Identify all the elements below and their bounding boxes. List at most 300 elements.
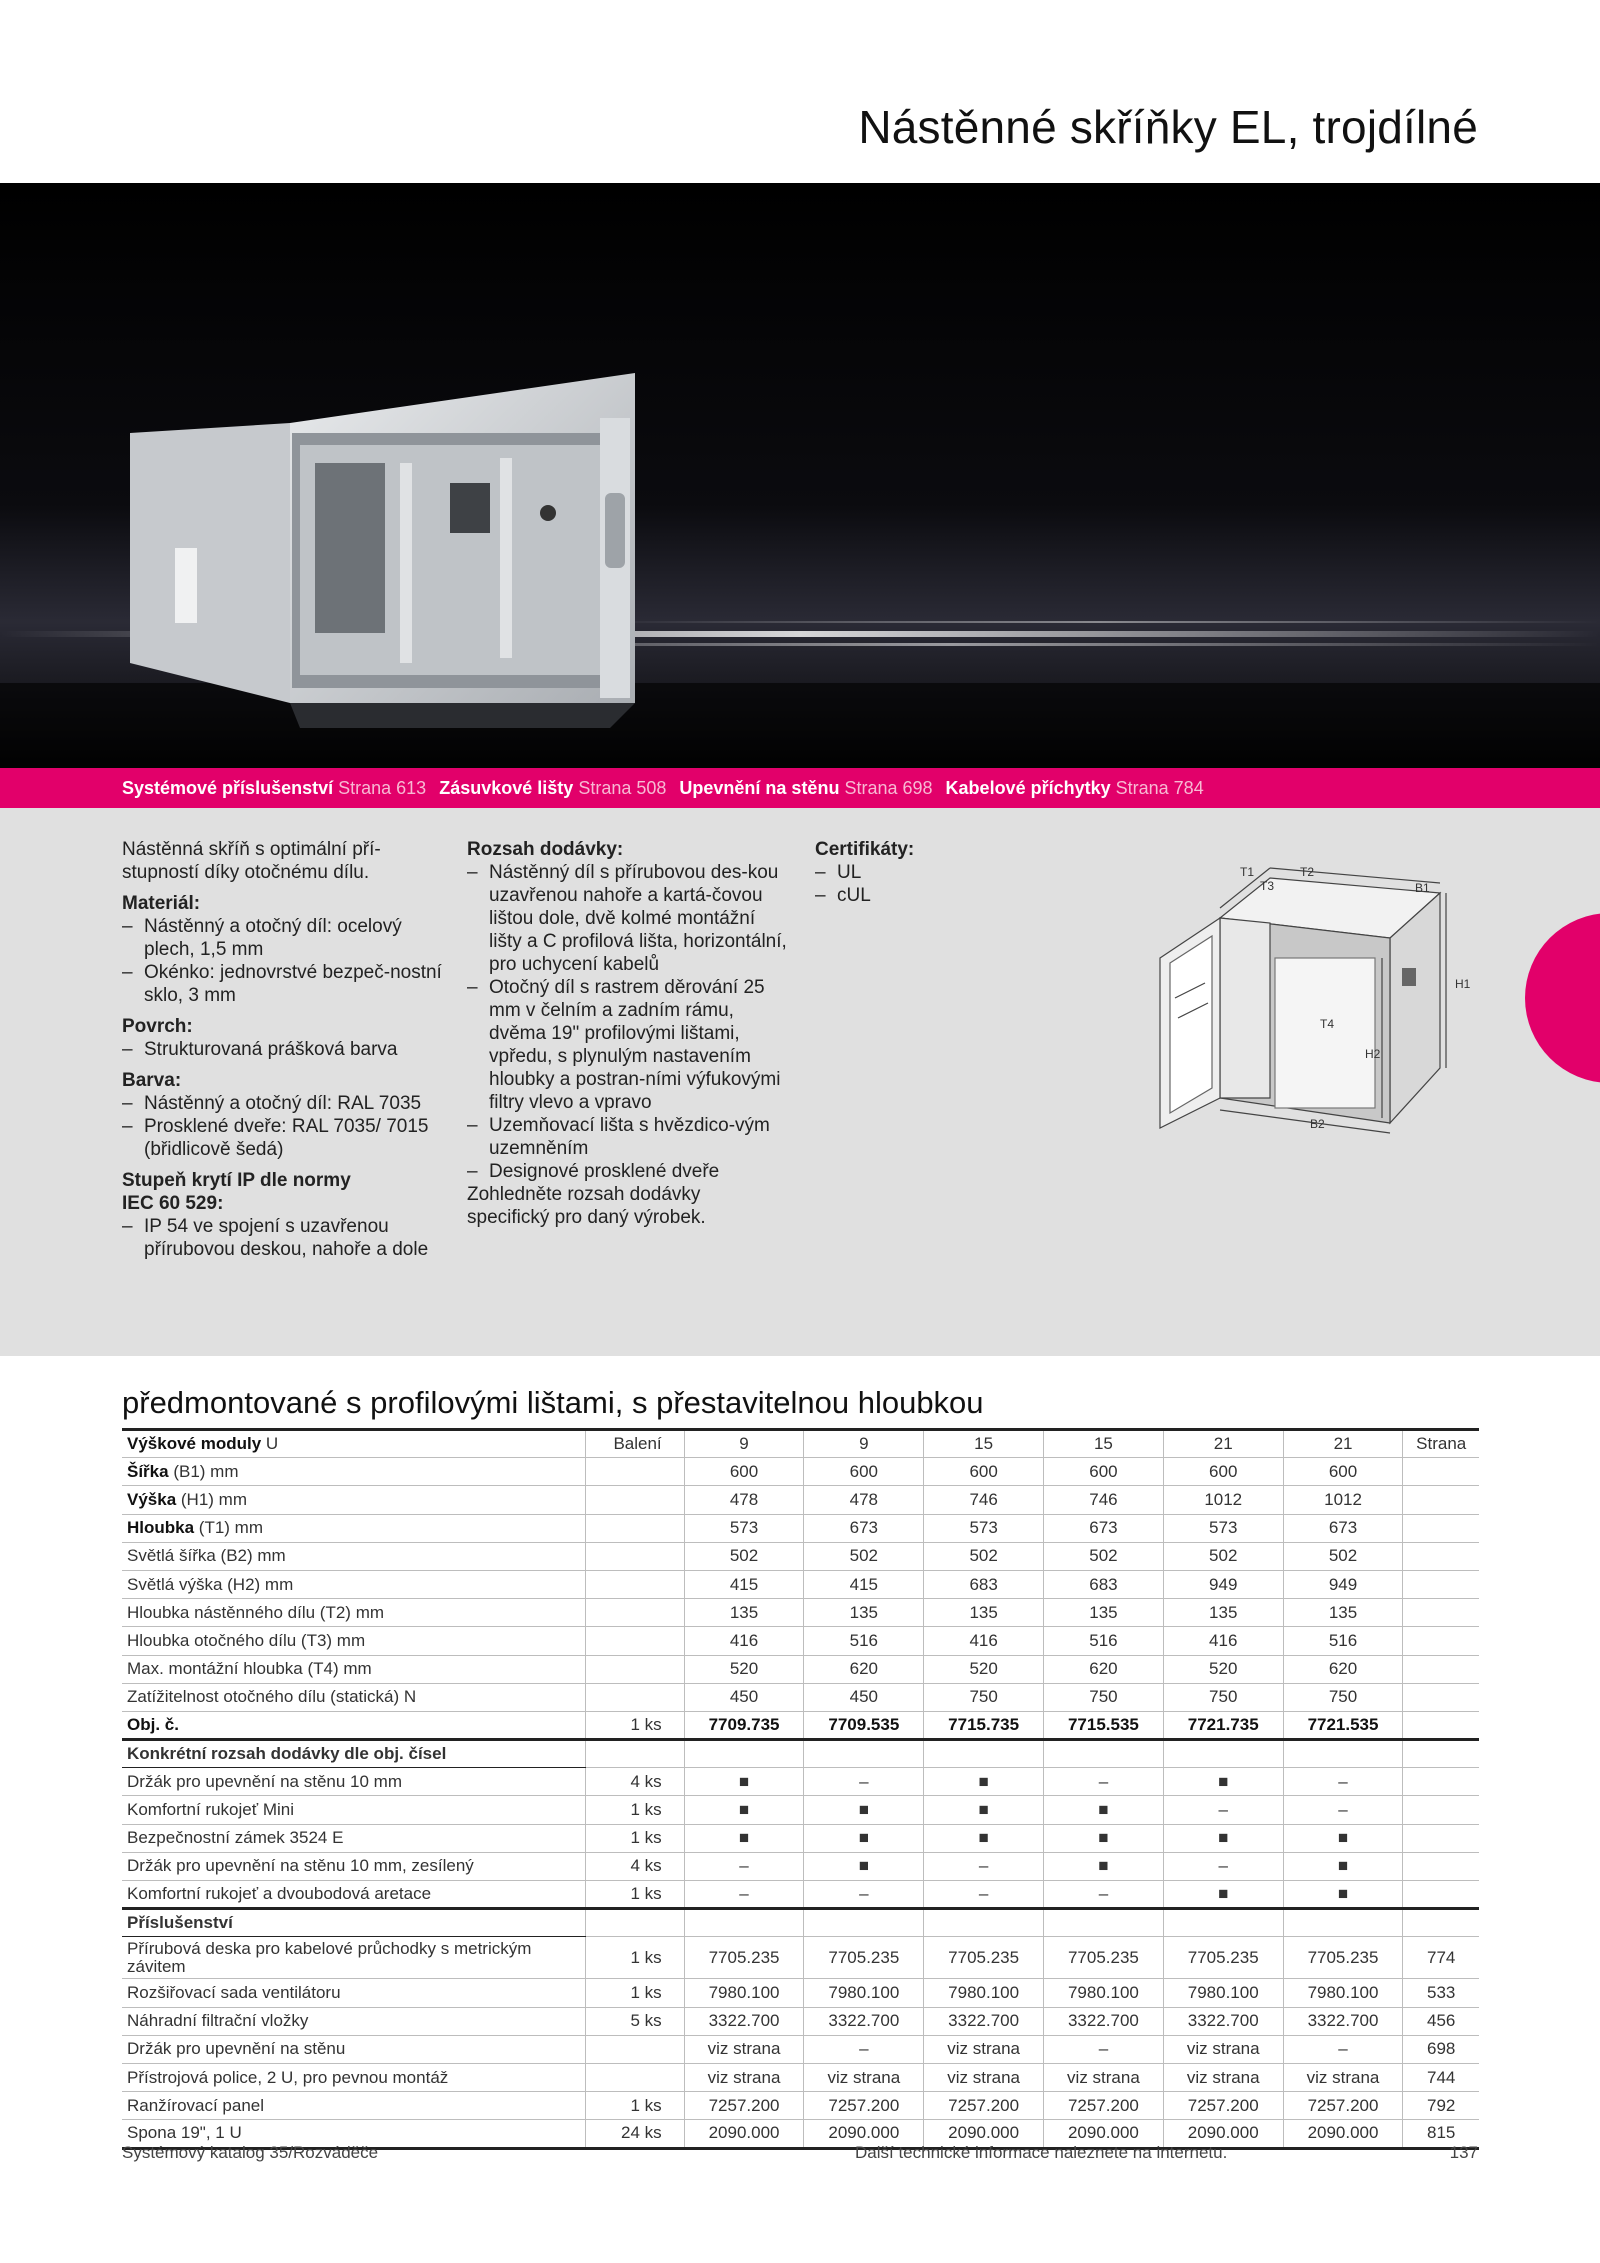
table-cell: 135: [1283, 1599, 1403, 1627]
table-cell: 7705.235: [684, 1937, 804, 1979]
page-reference[interactable]: 815: [1403, 2120, 1479, 2148]
table-cell: 520: [1163, 1655, 1283, 1683]
table-cell: [924, 1909, 1044, 1937]
scope-heading: Rozsah dodávky:: [467, 839, 624, 860]
table-cell: [684, 1740, 804, 1768]
table-cell: Hloubka nástěnného dílu (T2) mm: [122, 1599, 586, 1627]
table-cell: 949: [1163, 1570, 1283, 1598]
table-cell: [586, 1486, 685, 1514]
table-cell: 7980.100: [684, 1979, 804, 2007]
table-cell: –: [1163, 1852, 1283, 1880]
list-item: – Nástěnný a otočný díl: ocelový plech, 1,5 mm: [122, 915, 442, 961]
table-cell: 502: [924, 1542, 1044, 1570]
table-cell: Náhradní filtrační vložky: [122, 2007, 586, 2035]
table-cell: ■: [1044, 1852, 1164, 1880]
table-cell: 15: [1044, 1430, 1164, 1458]
page-reference[interactable]: 533: [1403, 1979, 1479, 2007]
surface-heading: Povrch:: [122, 1016, 193, 1037]
table-cell: 750: [1163, 1683, 1283, 1711]
table-cell: viz strana: [1044, 2063, 1164, 2091]
table-cell: 7257.200: [1283, 2092, 1403, 2120]
table-cell: [586, 1909, 685, 1937]
table-cell: 478: [684, 1486, 804, 1514]
table-cell: Ranžírovací panel: [122, 2092, 586, 2120]
table-cell: 135: [804, 1599, 924, 1627]
table-cell: Spona 19", 1 U: [122, 2120, 586, 2148]
table-cell: 600: [804, 1458, 924, 1486]
table-cell: 520: [684, 1655, 804, 1683]
surface-list: [122, 1038, 442, 1061]
table-cell: 516: [1283, 1627, 1403, 1655]
table-cell: viz strana: [1283, 2063, 1403, 2091]
table-cell: 746: [1044, 1486, 1164, 1514]
table-cell: 516: [1044, 1627, 1164, 1655]
table-cell: –: [804, 2035, 924, 2063]
diagram-label-t4: T4: [1320, 1017, 1335, 1031]
table-cell: 7980.100: [924, 1979, 1044, 2007]
ip-heading-norm: IEC 60 529:: [122, 1193, 224, 1214]
table-cell: [586, 1458, 685, 1486]
table-cell: –: [1044, 2035, 1164, 2063]
table-cell: 1012: [1283, 1486, 1403, 1514]
table-header-row: [122, 1430, 1479, 1458]
table-cell: 2090.000: [684, 2120, 804, 2148]
order-number[interactable]: 7715.535: [1044, 1711, 1164, 1739]
description-column-2: [467, 838, 787, 1237]
table-cell: 3322.700: [1163, 2007, 1283, 2035]
table-row: [122, 1514, 1479, 1542]
table-cell: 9: [684, 1430, 804, 1458]
table-cell: 3322.700: [1044, 2007, 1164, 2035]
table-cell: Držák pro upevnění na stěnu 10 mm: [122, 1768, 586, 1796]
table-cell: ■: [1283, 1852, 1403, 1880]
table-cell: 416: [684, 1627, 804, 1655]
table-cell: 600: [1044, 1458, 1164, 1486]
page-reference[interactable]: 698: [1403, 2035, 1479, 2063]
table-cell: 416: [1163, 1627, 1283, 1655]
table-cell: Komfortní rukojeť a dvoubodová aretace: [122, 1881, 586, 1909]
table-cell: ■: [1283, 1881, 1403, 1909]
table-cell: [1163, 1740, 1283, 1768]
table-cell: ■: [804, 1852, 924, 1880]
table-row: [122, 1486, 1479, 1514]
table-cell: [1403, 1881, 1479, 1909]
page-reference[interactable]: 774: [1403, 1937, 1479, 1979]
table-cell: [1283, 1740, 1403, 1768]
table-cell: 746: [924, 1486, 1044, 1514]
order-number-row: [122, 1711, 1479, 1739]
table-row: [122, 1937, 1479, 1979]
table-cell: ■: [924, 1824, 1044, 1852]
page-number: 137: [1449, 2143, 1478, 2162]
table-cell: Obj. č.: [122, 1711, 586, 1739]
material-list: [122, 915, 442, 1007]
table-cell: Přírubová deska pro kabelové průchodky s metrickým závitem: [122, 1937, 586, 1979]
table-cell: 3322.700: [1283, 2007, 1403, 2035]
table-cell: viz strana: [684, 2063, 804, 2091]
table-row: [122, 1768, 1479, 1796]
table-cell: ■: [1163, 1881, 1283, 1909]
table-cell: ■: [924, 1768, 1044, 1796]
table-cell: 24 ks: [586, 2120, 685, 2148]
table-cell: 502: [1163, 1542, 1283, 1570]
hero-image: [0, 183, 1600, 768]
table-cell: 1 ks: [586, 1881, 685, 1909]
topbar-label[interactable]: Kabelové příchytky: [945, 778, 1111, 798]
table-row: [122, 1627, 1479, 1655]
table-cell: 2090.000: [1044, 2120, 1164, 2148]
footer-info: Další technické informace naleznete na internetu.: [855, 2143, 1228, 2162]
table-cell: 478: [804, 1486, 924, 1514]
order-number[interactable]: 7709.735: [684, 1711, 804, 1739]
list-item: – Uzemňovací lišta s hvězdico-vým uzemněním: [467, 1114, 787, 1160]
table-cell: ■: [1044, 1796, 1164, 1824]
color-list: [122, 1092, 442, 1161]
table-cell: ■: [1044, 1824, 1164, 1852]
color-heading: Barva:: [122, 1070, 182, 1091]
table-cell: [1403, 1909, 1479, 1937]
list-item: – UL: [815, 861, 1015, 884]
table-cell: [1403, 1542, 1479, 1570]
table-cell: Výška (H1) mm: [122, 1486, 586, 1514]
table-cell: –: [1283, 1796, 1403, 1824]
intro-text: Nástěnná skříň s optimální pří-stupností díky otočnému dílu.: [122, 839, 381, 883]
table-cell: –: [1044, 1768, 1164, 1796]
order-number[interactable]: 7715.735: [924, 1711, 1044, 1739]
table-cell: viz strana: [924, 2035, 1044, 2063]
table-cell: ■: [684, 1796, 804, 1824]
table-cell: [586, 1570, 685, 1598]
topbar-label[interactable]: Zásuvkové lišty: [439, 778, 574, 798]
table-cell: 9: [804, 1430, 924, 1458]
diagram-label-t1: T1: [1240, 865, 1255, 879]
section-header-row: [122, 1909, 1479, 1937]
table-cell: –: [1163, 1796, 1283, 1824]
table-cell: 620: [1044, 1655, 1164, 1683]
table-row: [122, 2035, 1479, 2063]
table-cell: 3322.700: [924, 2007, 1044, 2035]
cert-heading: Certifikáty:: [815, 839, 915, 860]
table-cell: –: [804, 1881, 924, 1909]
table-cell: 7980.100: [1044, 1979, 1164, 2007]
table-cell: [1403, 1570, 1479, 1598]
table-cell: –: [684, 1881, 804, 1909]
list-item: – IP 54 ve spojení s uzavřenou přírubovou deskou, nahoře a dole: [122, 1215, 442, 1261]
table-row: [122, 1599, 1479, 1627]
table-cell: Hloubka (T1) mm: [122, 1514, 586, 1542]
table-cell: Šířka (B1) mm: [122, 1458, 586, 1486]
table-row: [122, 1683, 1479, 1711]
table-cell: 1 ks: [586, 2092, 685, 2120]
table-cell: [1403, 1768, 1479, 1796]
table-cell: [1044, 1909, 1164, 1937]
table-cell: Komfortní rukojeť Mini: [122, 1796, 586, 1824]
table-cell: 7705.235: [1163, 1937, 1283, 1979]
accent-circle: [1525, 913, 1600, 1083]
list-item: – Strukturovaná prášková barva: [122, 1038, 442, 1061]
table-cell: 502: [804, 1542, 924, 1570]
table-cell: [1403, 1458, 1479, 1486]
table-cell: 7980.100: [1283, 1979, 1403, 2007]
table-row: [122, 1881, 1479, 1909]
order-number[interactable]: 7709.535: [804, 1711, 924, 1739]
table-cell: 415: [804, 1570, 924, 1598]
description-column-3: [815, 838, 1015, 915]
topbar-page[interactable]: Strana 698: [844, 778, 933, 798]
table-cell: [586, 2063, 685, 2091]
table-cell: Rozšiřovací sada ventilátoru: [122, 1979, 586, 2007]
table-cell: 415: [684, 1570, 804, 1598]
table-cell: 7257.200: [684, 2092, 804, 2120]
table-cell: 750: [1283, 1683, 1403, 1711]
page-reference[interactable]: 456: [1403, 2007, 1479, 2035]
table-cell: 7705.235: [924, 1937, 1044, 1979]
table-cell: 3322.700: [684, 2007, 804, 2035]
table-cell: [1403, 1711, 1479, 1739]
table-cell: viz strana: [924, 2063, 1044, 2091]
table-cell: –: [1044, 1881, 1164, 1909]
description-column-1: [122, 838, 442, 1269]
table-row: [122, 2092, 1479, 2120]
table-cell: [586, 1514, 685, 1542]
table-cell: [586, 1655, 685, 1683]
cert-list: [815, 861, 1015, 907]
table-cell: 2090.000: [1163, 2120, 1283, 2148]
table-cell: viz strana: [1163, 2035, 1283, 2063]
table-cell: ■: [924, 1796, 1044, 1824]
table-cell: 573: [684, 1514, 804, 1542]
page-title: Nástěnné skříňky EL, trojdílné: [858, 101, 1478, 153]
table-cell: 7705.235: [804, 1937, 924, 1979]
table-cell: 1 ks: [586, 1824, 685, 1852]
table-cell: [804, 1740, 924, 1768]
table-cell: [684, 1909, 804, 1937]
table-cell: 7257.200: [804, 2092, 924, 2120]
cabinet-photo-illustration: [0, 183, 1600, 768]
table-row: [122, 1655, 1479, 1683]
list-item: – cUL: [815, 884, 1015, 907]
table-cell: –: [804, 1768, 924, 1796]
table-cell: 502: [1283, 1542, 1403, 1570]
table-cell: ■: [684, 1768, 804, 1796]
table-cell: 2090.000: [924, 2120, 1044, 2148]
table-cell: 1 ks: [586, 1937, 685, 1979]
table-cell: 4 ks: [586, 1768, 685, 1796]
list-item: – Okénko: jednovrstvé bezpeč-nostní sklo, 3 mm: [122, 961, 442, 1007]
table-cell: 620: [1283, 1655, 1403, 1683]
table-cell: 600: [684, 1458, 804, 1486]
table-cell: 7257.200: [924, 2092, 1044, 2120]
table-cell: 683: [924, 1570, 1044, 1598]
scope-note: Zohledněte rozsah dodávky specifický pro daný výrobek.: [467, 1184, 706, 1228]
table-cell: [586, 1683, 685, 1711]
table-row: [122, 1542, 1479, 1570]
table-cell: Výškové moduly U: [122, 1430, 586, 1458]
scope-list: [467, 861, 787, 1183]
table-cell: Světlá šířka (B2) mm: [122, 1542, 586, 1570]
table-cell: [586, 1740, 685, 1768]
table-cell: 5 ks: [586, 2007, 685, 2035]
table-cell: ■: [804, 1796, 924, 1824]
table-row: [122, 1824, 1479, 1852]
material-heading: Materiál:: [122, 893, 201, 914]
diagram-label-t2: T2: [1300, 865, 1315, 879]
footer-catalog: Systémový katalog 35/Rozváděče: [122, 2143, 379, 2162]
table-cell: 1 ks: [586, 1796, 685, 1824]
table-cell: –: [924, 1881, 1044, 1909]
table-cell: 600: [1163, 1458, 1283, 1486]
description-panel: [0, 808, 1600, 1356]
section-title: předmontované s profilovými lištami, s přestavitelnou hloubkou: [122, 1385, 984, 1420]
table-cell: 520: [924, 1655, 1044, 1683]
table-cell: 4 ks: [586, 1852, 685, 1880]
table-cell: 673: [1283, 1514, 1403, 1542]
table-cell: 7980.100: [1163, 1979, 1283, 2007]
list-item: – Otočný díl s rastrem děrování 25 mm v čelním a zadním rámu, dvěma 19" profilovými lištami, vpředu, s plynulým nastavením hloubky a postran-ními výfukovými filtry vlevo a vpravo: [467, 976, 787, 1114]
table-cell: [586, 1627, 685, 1655]
table-cell: 450: [804, 1683, 924, 1711]
table-cell: ■: [1163, 1768, 1283, 1796]
table-cell: Přístrojová police, 2 U, pro pevnou montáž: [122, 2063, 586, 2091]
table-row: [122, 1979, 1479, 2007]
table-row: [122, 1570, 1479, 1598]
table-cell: 1 ks: [586, 1711, 685, 1739]
topbar-page[interactable]: Strana 784: [1115, 778, 1204, 798]
table-cell: Bezpečnostní zámek 3524 E: [122, 1824, 586, 1852]
table-cell: 135: [924, 1599, 1044, 1627]
table-cell: [586, 1542, 685, 1570]
table-cell: 3322.700: [804, 2007, 924, 2035]
diagram-label-h2: H2: [1365, 1047, 1381, 1061]
list-item: – Nástěnný díl s přírubovou des-kou uzavřenou nahoře a kartá-čovou lištou dole, dvě kolmé montážní lišty a C profilová lišta, horizontální, pro uchycení kabelů: [467, 861, 787, 976]
order-number[interactable]: 7721.535: [1283, 1711, 1403, 1739]
table-cell: 673: [1044, 1514, 1164, 1542]
diagram-label-t3: T3: [1260, 879, 1275, 893]
table-cell: 949: [1283, 1570, 1403, 1598]
table-cell: [1163, 1909, 1283, 1937]
table-cell: 600: [924, 1458, 1044, 1486]
table-cell: 573: [1163, 1514, 1283, 1542]
table-cell: 2090.000: [804, 2120, 924, 2148]
list-item: – Nástěnný a otočný díl: RAL 7035: [122, 1092, 442, 1115]
table-cell: [924, 1740, 1044, 1768]
table-cell: 502: [1044, 1542, 1164, 1570]
table-cell: [804, 1909, 924, 1937]
table-cell: [1044, 1740, 1164, 1768]
table-cell: ■: [804, 1824, 924, 1852]
table-cell: 7705.235: [1283, 1937, 1403, 1979]
table-cell: 573: [924, 1514, 1044, 1542]
table-cell: viz strana: [804, 2063, 924, 2091]
table-cell: [1403, 1824, 1479, 1852]
table-cell: [1403, 1740, 1479, 1768]
table-cell: –: [924, 1852, 1044, 1880]
table-cell: 750: [1044, 1683, 1164, 1711]
topbar-label[interactable]: Upevnění na stěnu: [679, 778, 840, 798]
table-cell: Držák pro upevnění na stěnu: [122, 2035, 586, 2063]
table-cell: 135: [1044, 1599, 1164, 1627]
table-cell: [1403, 1852, 1479, 1880]
table-cell: Max. montážní hloubka (T4) mm: [122, 1655, 586, 1683]
table-cell: 600: [1283, 1458, 1403, 1486]
table-cell: Držák pro upevnění na stěnu 10 mm, zesílený: [122, 1852, 586, 1880]
topbar-page[interactable]: Strana 613: [338, 778, 427, 798]
table-row: [122, 1458, 1479, 1486]
table-cell: 1012: [1163, 1486, 1283, 1514]
spec-table: [122, 1428, 1479, 2150]
table-cell: 502: [684, 1542, 804, 1570]
table-row: [122, 1796, 1479, 1824]
table-cell: viz strana: [1163, 2063, 1283, 2091]
table-cell: 516: [804, 1627, 924, 1655]
table-cell: [1283, 1909, 1403, 1937]
diagram-label-b2: B2: [1310, 1117, 1325, 1131]
table-cell: 21: [1283, 1430, 1403, 1458]
list-item: – Designové prosklené dveře: [467, 1160, 787, 1183]
accessory-reference-bar: [0, 768, 1600, 808]
table-section-title: Konkrétní rozsah dodávky dle obj. čísel: [122, 1740, 586, 1768]
order-number[interactable]: 7721.735: [1163, 1711, 1283, 1739]
table-cell: ■: [684, 1824, 804, 1852]
table-cell: 7257.200: [1163, 2092, 1283, 2120]
table-cell: [1403, 1796, 1479, 1824]
table-row: [122, 1852, 1479, 1880]
table-cell: –: [1283, 1768, 1403, 1796]
ip-list: [122, 1215, 442, 1261]
table-cell: 7705.235: [1044, 1937, 1164, 1979]
table-cell: [1403, 1683, 1479, 1711]
list-item: – Prosklené dveře: RAL 7035/ 7015 (břidlicově šedá): [122, 1115, 442, 1161]
table-cell: [1403, 1655, 1479, 1683]
table-cell: [586, 2035, 685, 2063]
table-cell: 15: [924, 1430, 1044, 1458]
table-cell: 7980.100: [804, 1979, 924, 2007]
table-cell: 7257.200: [1044, 2092, 1164, 2120]
table-cell: 416: [924, 1627, 1044, 1655]
table-cell: 450: [684, 1683, 804, 1711]
table-cell: [586, 1599, 685, 1627]
table-cell: –: [1283, 2035, 1403, 2063]
table-cell: 1 ks: [586, 1979, 685, 2007]
ip-heading: Stupeň krytí IP dle normy: [122, 1170, 351, 1191]
table-cell: Světlá výška (H2) mm: [122, 1570, 586, 1598]
table-cell: [1403, 1599, 1479, 1627]
table-cell: [1403, 1627, 1479, 1655]
section-header-row: [122, 1740, 1479, 1768]
table-cell: [1403, 1514, 1479, 1542]
table-cell: [1403, 1486, 1479, 1514]
topbar-page[interactable]: Strana 508: [578, 778, 667, 798]
table-cell: 135: [1163, 1599, 1283, 1627]
table-cell: Balení: [586, 1430, 685, 1458]
diagram-label-h1: H1: [1455, 977, 1471, 991]
table-cell: Hloubka otočného dílu (T3) mm: [122, 1627, 586, 1655]
table-cell: –: [684, 1852, 804, 1880]
table-cell: 135: [684, 1599, 804, 1627]
page-reference[interactable]: 744: [1403, 2063, 1479, 2091]
table-cell: 620: [804, 1655, 924, 1683]
table-cell: 2090.000: [1283, 2120, 1403, 2148]
table-row: [122, 2063, 1479, 2091]
page-reference[interactable]: 792: [1403, 2092, 1479, 2120]
table-cell: 683: [1044, 1570, 1164, 1598]
table-cell: 673: [804, 1514, 924, 1542]
table-section-title: Příslušenství: [122, 1909, 586, 1937]
table-cell: Zatížitelnost otočného dílu (statická) N: [122, 1683, 586, 1711]
topbar-label[interactable]: Systémové příslušenství: [122, 778, 334, 798]
table-cell: Strana: [1403, 1430, 1479, 1458]
diagram-label-b1: B1: [1415, 881, 1430, 895]
